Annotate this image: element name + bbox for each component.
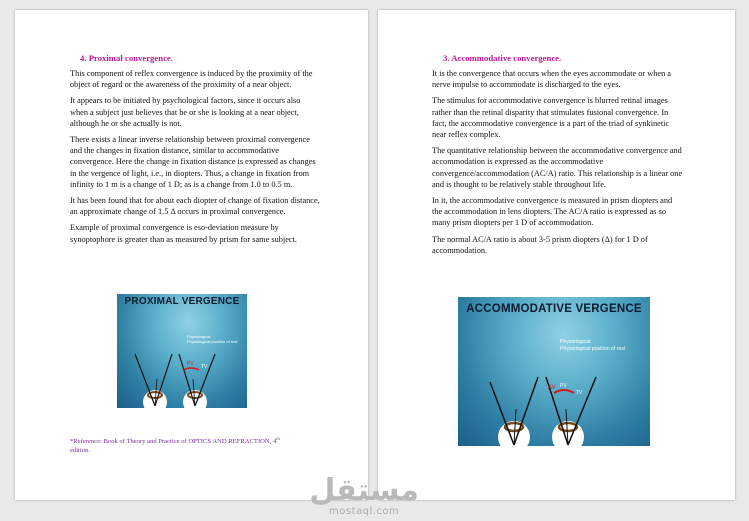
figure-label: Physiological <box>187 334 211 339</box>
paragraph: This component of reflex convergence is induced by the proximity of the object of regard or the awareness of the proximity of a near object. <box>70 69 313 90</box>
reference-sup: th <box>276 436 280 441</box>
watermark-url: mostaql.com <box>329 506 400 517</box>
section-heading-accommodative: 3. Accommodative convergence. <box>443 53 562 63</box>
arc-arrow-icon <box>183 368 199 370</box>
left-body <box>70 68 320 250</box>
paragraph: It is the convergence that occurs when the eyes accommodate or when a nerve impulse to accommodate is discharged to the eyes. <box>432 69 671 90</box>
reference-note <box>70 434 310 455</box>
eye-diagram <box>117 294 247 408</box>
figure-label: Physiological position of rest <box>560 346 626 352</box>
label-tv: TV <box>201 364 208 370</box>
paragraph: It appears to be initiated by psychological factors, since it occurs also when a subject just believes that he or she is looking at a near object, although he or she actually is not. <box>70 96 301 128</box>
section-heading-proximal: 4. Proximal convergence. <box>80 53 173 63</box>
left-page <box>15 10 368 500</box>
paragraph: The quantitative relationship between the accommodative convergence and accommodation is expressed as the accommodative convergence/accommodation (AC/A) ratio. This relationship is a linear one and is thought to be relatively stable throughout life. <box>432 146 683 189</box>
paragraph: It has been found that for about each diopter of change of fixation distance, an approximate change of 1.5 Δ occurs in proximal convergence. <box>70 196 320 217</box>
paragraph: In it, the accommodative convergence is measured in prism diopters and the accommodation in lens diopters. The AC/A ratio is expressed as so many prism diopters per 1 D of accommodation. <box>432 196 673 228</box>
label-pv: PV <box>560 383 567 389</box>
watermark-logo: مستقل <box>309 473 419 508</box>
label-pv: PV <box>187 361 194 367</box>
paragraph: The stimulus for accommodative convergence is blurred retinal images rather than the retinal disparity that stimulates fusional convergence. In fact, the accommodative convergence is a part of the triad of synkinetic near reflex complex. <box>432 96 670 140</box>
figure-title: ACCOMMODATIVE VERGENCE <box>466 303 642 315</box>
paragraph: The normal AC/A ratio is about 3-5 prism diopters (Δ) for 1 D of accommodation. <box>432 234 648 255</box>
arc-arrow-icon <box>554 390 574 393</box>
figure-label: Physiological <box>560 339 591 345</box>
watermark <box>309 473 419 517</box>
eye-diagram <box>458 297 650 446</box>
right-body <box>432 68 684 261</box>
paragraph: There exists a linear inverse relationship between proximal convergence and the changes in fixation distance, similar to accommodative convergence. Here the change in fixation distance is expressed as changes in the vergence of light, i.e., in diopters. Thus, a change in fixation from infinity to 1 m is a change of 1 D; as is a change from 1.0 to 0.5 m. <box>70 135 316 189</box>
figure-title: PROXIMAL VERGENCE <box>124 296 240 307</box>
label-tv: TV <box>576 390 583 396</box>
accommodative-vergence-figure <box>458 297 650 446</box>
right-page <box>378 10 735 500</box>
reference-tail: edition. <box>70 447 90 455</box>
paragraph: Example of proximal convergence is eso-deviation measure by synoptophore is greater than as measured by prism for same subject. <box>70 223 297 244</box>
label-av: AV <box>548 385 556 391</box>
reference-text: *Reference: Book of Theory and Practice of OPTICS AND REFRACTION, 4 <box>70 438 277 446</box>
figure-label: Physiological position of rest <box>187 339 238 344</box>
proximal-vergence-figure <box>117 294 247 408</box>
